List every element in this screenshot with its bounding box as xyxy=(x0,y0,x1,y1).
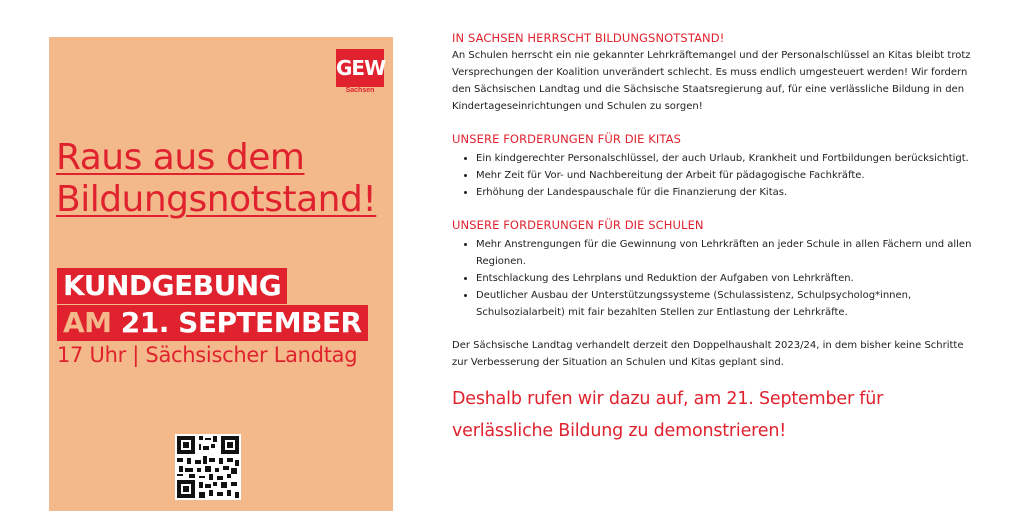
headline-line-1: Raus aus dem xyxy=(56,137,305,178)
highlight-kundgebung: KUNDGEBUNG xyxy=(57,268,287,304)
gew-logo-subtitle: Sachsen xyxy=(345,87,375,94)
highlight-am: AM xyxy=(63,306,112,339)
event-poster xyxy=(49,37,393,511)
list-item: • Ein kindgerechter Personalschlüssel, der auch Urlaub, Krankheit und Fortbildungen berücksichtigt. xyxy=(476,150,972,167)
qr-code-icon[interactable] xyxy=(175,434,241,500)
list-item: • Mehr Anstrengungen für die Gewinnung von Lehrkräften an jeder Schule in allen Fächern und allen Regionen. xyxy=(476,236,972,270)
kitas-title: UNSERE FORDERUNGEN FÜR DIE KITAS xyxy=(452,132,681,146)
intro-title: IN SACHSEN HERRSCHT BILDUNGSNOTSTAND! xyxy=(452,31,725,45)
poster-headline xyxy=(56,137,391,221)
list-item: • Erhöhung der Landespauschale für die Finanzierung der Kitas. xyxy=(476,184,972,201)
list-item: • Mehr Zeit für Vor- und Nachbereitung der Arbeit für pädagogische Fachkräfte. xyxy=(476,167,972,184)
call-to-action: Deshalb rufen wir dazu auf, am 21. September für verlässliche Bildung zu demonstrieren! xyxy=(452,389,884,441)
information-text xyxy=(452,30,972,508)
highlight-date xyxy=(57,305,368,341)
schulen-title: UNSERE FORDERUNGEN FÜR DIE SCHULEN xyxy=(452,218,704,232)
kitas-list xyxy=(452,150,972,201)
gew-logo: GEW xyxy=(336,49,384,87)
headline-line-2: Bildungsnotstand! xyxy=(56,179,377,220)
list-item: • Deutlicher Ausbau der Unterstützungssysteme (Schulassistenz, Schulpsycholog*innen, Schulsozialarbeit) mit fair bezahlten Stellen zur Entlastung der Lehrkräfte. xyxy=(476,287,972,321)
highlight-date-text: 21. SEPTEMBER xyxy=(120,306,362,339)
closing-paragraph: Der Sächsische Landtag verhandelt derzeit den Doppelhaushalt 2023/24, in dem bisher keine Schritte zur Verbesserung der Situation an Schulen und Kitas geplant sind. xyxy=(452,340,964,368)
intro-body: An Schulen herrscht ein nie gekannter Lehrkräftemangel und der Personalschlüssel an Kitas bleibt trotz Versprechungen der Koalition unverändert schlecht. Es muss endlich umgesteuert werden! Wir fordern den Sächsischen Landtag und die Sächsische Staatsregierung auf, für eine verlässliche Bildung in den Kindertageseinrichtungen und Schulen zu sorgen! xyxy=(452,50,971,112)
poster-time-location: 17 Uhr | Sächsischer Landtag xyxy=(57,343,358,367)
list-item: • Entschlackung des Lehrplans und Reduktion der Aufgaben von Lehrkräften. xyxy=(476,270,972,287)
schulen-list xyxy=(452,236,972,321)
